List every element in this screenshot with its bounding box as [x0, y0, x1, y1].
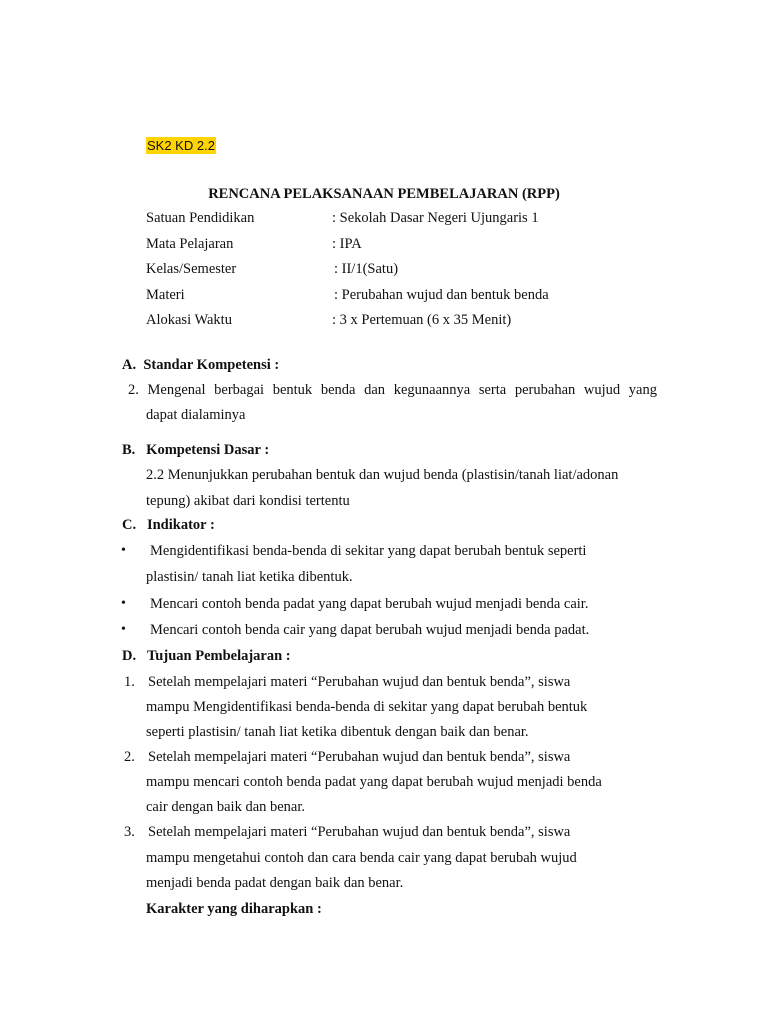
section-a-text: dapat dialaminya: [146, 407, 246, 423]
section-c-heading: C. Indikator :: [122, 517, 215, 533]
identity-value: : 3 x Pertemuan (6 x 35 Menit): [332, 312, 512, 328]
identity-label: Materi: [146, 287, 185, 303]
objective-item: mampu Mengidentifikasi benda-benda di sekitar yang dapat berubah bentuk: [146, 699, 588, 715]
indicator-item: Mencari contoh benda cair yang dapat berubah wujud menjadi benda padat.: [150, 622, 590, 638]
objective-item: seperti plastisin/ tanah liat ketika dibentuk dengan baik dan benar.: [146, 724, 529, 740]
indicator-item: plastisin/ tanah liat ketika dibentuk.: [146, 569, 353, 585]
karakter-heading: Karakter yang diharapkan :: [146, 901, 322, 917]
objective-item: cair dengan baik dan benar.: [146, 799, 306, 815]
identity-row: [146, 210, 254, 227]
indicator-item: Mencari contoh benda padat yang dapat berubah wujud menjadi benda cair.: [150, 596, 589, 612]
section-a-text: 2. Mengenal berbagai bentuk benda dan kegunaannya serta perubahan wujud yang: [128, 382, 657, 398]
bullet-icon: •: [121, 596, 126, 611]
objective-item: Setelah mempelajari materi “Perubahan wujud dan bentuk benda”, siswa: [148, 749, 571, 765]
section-a-heading: A. Standar Kompetensi :: [122, 357, 280, 373]
identity-label: Kelas/Semester: [146, 261, 237, 277]
identity-label: Alokasi Waktu: [146, 312, 232, 328]
identity-row: [146, 312, 232, 329]
objective-item: Setelah mempelajari materi “Perubahan wujud dan bentuk benda”, siswa: [148, 674, 571, 690]
bullet-icon: •: [121, 543, 126, 558]
list-number: 1.: [124, 674, 135, 690]
indicator-item: Mengidentifikasi benda-benda di sekitar yang dapat berubah bentuk seperti: [150, 543, 587, 559]
section-b-text: 2.2 Menunjukkan perubahan bentuk dan wujud benda (plastisin/tanah liat/adonan: [146, 467, 619, 483]
identity-value: : Perubahan wujud dan bentuk benda: [334, 287, 549, 303]
identity-label: Mata Pelajaran: [146, 236, 234, 252]
objective-item: mampu mengetahui contoh dan cara benda cair yang dapat berubah wujud: [146, 850, 577, 866]
section-d-heading: D. Tujuan Pembelajaran :: [122, 648, 291, 664]
objective-item: mampu mencari contoh benda padat yang dapat berubah wujud menjadi benda: [146, 774, 602, 790]
highlighted-tag: SK2 KD 2.2: [147, 138, 215, 153]
identity-value: : IPA: [332, 236, 362, 252]
document-title: RENCANA PELAKSANAAN PEMBELAJARAN (RPP): [208, 186, 560, 202]
section-b-text: tepung) akibat dari kondisi tertentu: [146, 493, 350, 509]
identity-value: : II/1(Satu): [334, 261, 399, 277]
objective-item: Setelah mempelajari materi “Perubahan wujud dan bentuk benda”, siswa: [148, 824, 571, 840]
section-b-heading: B. Kompetensi Dasar :: [122, 442, 270, 458]
identity-row: [146, 261, 236, 278]
objective-item: menjadi benda padat dengan baik dan benar.: [146, 875, 404, 891]
identity-label: Satuan Pendidikan: [146, 210, 255, 226]
identity-value: : Sekolah Dasar Negeri Ujungaris 1: [332, 210, 539, 226]
list-number: 2.: [124, 749, 135, 765]
list-number: 3.: [124, 824, 135, 840]
bullet-icon: •: [121, 622, 126, 637]
identity-row: [146, 236, 233, 253]
identity-row: [146, 287, 185, 304]
